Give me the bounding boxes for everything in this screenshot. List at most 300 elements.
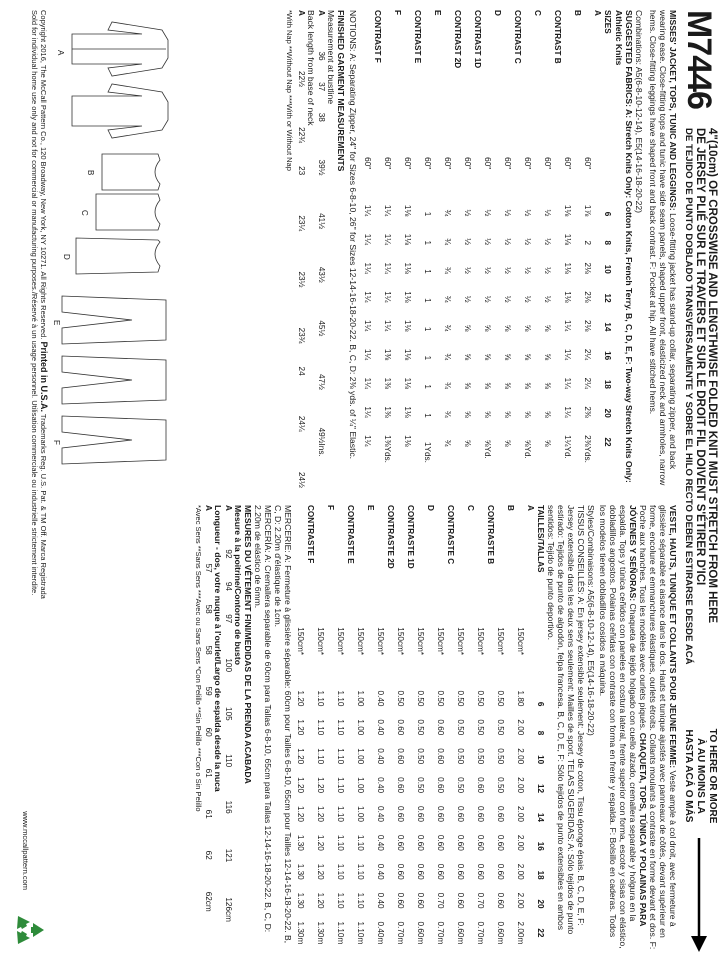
fr-yardage-value: 2.00: [516, 806, 525, 822]
en-yardage-value: ¾: [443, 267, 452, 274]
en-row-label: D: [493, 10, 502, 16]
fr-yardage-value: 1.20: [296, 719, 305, 736]
fr-yardage-value: 0.50: [476, 719, 485, 736]
fr-row-label: D: [426, 505, 435, 511]
fr-yardage-value: 0.60: [476, 777, 485, 794]
fr-yardage-value: [425, 880, 435, 909]
fr-yardage-value: [345, 706, 355, 735]
fr-unit: m: [416, 937, 425, 945]
fr-yardage-value: [385, 706, 395, 735]
en-unit: [462, 447, 472, 488]
stretch-gauge-line-es: DE TEJIDO DE PUNTO DOBLADO TRANSVERSALMENTE Y SOBRE EL HILO RECTO DEBEN ESTIRARSE DESDE ACÁ: [683, 128, 694, 665]
english-nap-note: *With Nap **Without Nap ***With or Without Nap: [285, 10, 294, 171]
fr-yardage-value: [525, 822, 535, 851]
en-yardage-value: 1⅛: [403, 348, 412, 361]
en-fabric-width: [372, 157, 382, 187]
recycle-icon: [8, 910, 48, 950]
english-notions: NOTIONS: A: Separating Zipper, 24" for Sizes 6-8-10, 26" for Sizes 12-14-16-18-20-22. B, C, D: 2⅜ yds. of ¼" Elastic.: [348, 10, 358, 460]
en-unit: [592, 447, 602, 488]
en-fabric-width: [592, 157, 602, 187]
en-row-label: [502, 10, 512, 157]
english-finished-title: FINISHED GARMENT MEASUREMENTS: [336, 10, 346, 172]
fr-yardage-value: 0.50: [496, 777, 505, 794]
en-row-label: A: [593, 10, 602, 16]
table-row: [372, 10, 382, 488]
en-yardage-value: [392, 303, 402, 332]
en-yardage-value: [592, 418, 602, 447]
table-row: [223, 505, 233, 950]
en-yardage-value: [452, 418, 462, 447]
fr-yardage-value: 2.00: [516, 777, 525, 794]
en-unit-spacer: [602, 447, 612, 488]
fr-yardage-value: [325, 880, 335, 909]
view-bc-top: [96, 154, 160, 230]
en-yardage-value: [572, 360, 582, 389]
fr-bust-measure-value: 110: [224, 754, 233, 768]
en-fabric-width: 60": [423, 157, 432, 170]
en-yardage-value: [592, 188, 602, 217]
fr-yardage-value: [425, 793, 435, 822]
fr-size-6: 6: [536, 701, 545, 707]
en-bust-row-label: A: [317, 10, 326, 16]
en-row-label: [422, 10, 432, 157]
fr-yardage-value: 1.80: [516, 690, 525, 707]
fr-fabric-width: [525, 627, 535, 677]
fr-yardage-value: [325, 793, 335, 822]
en-yardage-value: 1⅛: [403, 233, 412, 246]
fr-yardage-value: 0.60: [396, 777, 405, 794]
fr-row-label: E: [366, 505, 375, 511]
fr-yardage-value: 0.60: [396, 806, 405, 822]
fr-fabric-width: 150cm*: [336, 627, 345, 656]
en-yardage-value: ½: [483, 295, 492, 303]
fr-row-label: [435, 505, 445, 627]
table-row: [425, 505, 435, 950]
fr-yardage-value: [385, 764, 395, 793]
fr-yardage-value: [365, 678, 375, 707]
fr-yardage-value: 1.10: [336, 777, 345, 794]
en-yardage-value: ½: [503, 295, 512, 303]
table-row: [542, 10, 552, 488]
en-yardage-value: [512, 418, 522, 447]
website-url: www.mccallpattern.com: [21, 811, 30, 890]
table-row: [452, 10, 462, 488]
en-yardage-value: 1¼: [563, 377, 572, 389]
en-row-label: C: [533, 10, 542, 16]
en-yardage-value: 1⅛: [403, 435, 412, 447]
en-yardage-value: [492, 331, 502, 360]
en-yardage-value: [412, 303, 422, 332]
to-here-en: TO HERE OR MORE: [707, 728, 718, 824]
en-yardage-value: 1⅜: [383, 406, 392, 418]
en-yardage-value: ⅝: [463, 382, 472, 389]
en-fabric-width: 60": [543, 157, 552, 170]
en-yardage-value: [372, 274, 382, 303]
fr-yardage-value: 0.40: [376, 777, 385, 794]
fr-yardage-value: [365, 764, 375, 793]
en-yardage-value: [492, 245, 502, 274]
fr-row-label: [375, 505, 385, 627]
en-yardage-value: 1⅛: [403, 377, 412, 389]
en-bust-measure-value: 43½: [317, 266, 326, 283]
fr-yardage-value: 1.10: [336, 748, 345, 765]
en-yardage-value: ⅝: [543, 439, 552, 447]
view-a-jacket-back: [72, 84, 168, 138]
spanish-merceria: MERCERÍA: A: Cremallera separable de 60cm para Tallas 6-8-10, 65cm para Tallas 12-14-16-18-20-22. B, C, D: 2.20m de elástico de 6mm.: [253, 505, 273, 933]
fr-yardage-value: 1.00: [356, 806, 365, 822]
view-label-b: B: [86, 170, 95, 176]
fr-yardage-value: 0.70: [436, 892, 445, 909]
fr-fabric-width: 150cm*: [396, 627, 405, 656]
fr-yardage-value: [305, 822, 315, 851]
fr-yardage-value: 0.50: [396, 690, 405, 707]
en-yardage-value: 1¼: [383, 233, 392, 246]
en-yardage-value: [392, 245, 402, 274]
en-yardage-value: [432, 389, 442, 418]
en-yardage-value: 1: [423, 441, 432, 447]
en-yardage-value: [372, 216, 382, 245]
table-row: [562, 10, 572, 488]
fr-row-label: CONTRASTE F: [306, 505, 315, 564]
fr-yardage-value: [405, 735, 415, 764]
fr-yardage-value: 1.10: [336, 834, 345, 851]
table-row: [345, 505, 355, 950]
en-yardage-value: [432, 188, 442, 217]
fr-unit: [325, 937, 335, 950]
fr-yardage-value: [445, 822, 455, 851]
en-yardage-value: [492, 274, 502, 303]
fr-yardage-value: [485, 735, 495, 764]
fr-yardage-value: 2.00: [516, 921, 525, 938]
fr-size-18: 18: [536, 870, 545, 880]
fr-yardage-value: 1.00: [356, 690, 365, 707]
fr-yardage-value: 0.60: [456, 834, 465, 851]
en-yardage-value: ⅝: [483, 410, 492, 418]
view-label-d: D: [62, 254, 71, 260]
fr-yardage-value: 0.60: [436, 834, 445, 851]
fr-yardage-value: 0.50: [416, 777, 425, 794]
en-yardage-value: [412, 274, 422, 303]
english-yardage-table: [362, 10, 612, 488]
en-yardage-value: 1: [423, 298, 432, 303]
en-yardage-value: [392, 216, 402, 245]
fr-yardage-value: 0.70: [476, 892, 485, 909]
en-bust-measure-value: 37: [317, 82, 326, 92]
en-size-10: 10: [603, 264, 612, 274]
en-yardage-value: 1: [423, 384, 432, 389]
fr-yardage-value: [305, 764, 315, 793]
fr-yardage-value: 1.10: [316, 719, 325, 736]
fr-fabric-width: [385, 627, 395, 677]
fr-yardage-value: [465, 678, 475, 707]
fr-yardage-value: [405, 880, 415, 909]
fr-fabric-width: 150cm*: [296, 627, 305, 656]
to-here-block: [682, 720, 718, 832]
fr-unit: m: [396, 937, 405, 945]
fr-yardage-value: [465, 851, 475, 880]
fr-yardage-value: [385, 735, 395, 764]
en-yardage-value: ⅝: [483, 353, 492, 361]
en-bust-measure-value: 47½: [317, 373, 326, 390]
fr-row-label: [495, 505, 505, 627]
en-yardage-value: 1¼: [363, 262, 372, 274]
view-a-jacket-front: [72, 22, 168, 76]
fr-yardage-value: [325, 735, 335, 764]
fr-sizes-label: TAILLES/TALLAS: [536, 505, 545, 573]
en-yardage-value: ⅝: [503, 439, 512, 447]
en-back-row-label: A: [297, 10, 306, 16]
en-yardage-value: ⅝: [523, 353, 532, 361]
fr-yardage-value: 0.60: [416, 806, 425, 822]
en-bust-measure-value: 45½: [317, 320, 326, 337]
fr-yardage-value: 1.10: [356, 921, 365, 938]
french-back-table: [203, 505, 213, 950]
en-back-measure-value: 23: [297, 166, 306, 176]
en-yardage-value: [592, 245, 602, 274]
table-row: [405, 505, 415, 950]
fr-unit: [525, 937, 535, 950]
fr-yardage-value: [525, 851, 535, 880]
en-yardage-value: [392, 188, 402, 217]
fr-bust-measure-value: 126: [224, 897, 233, 912]
fr-unit: [505, 937, 515, 950]
fr-back-measure-value: 62: [204, 891, 213, 901]
fr-bust-unit: cm: [224, 911, 233, 922]
fr-yardage-value: 0.60: [436, 719, 445, 736]
en-size-6: 6: [603, 211, 612, 217]
french-column: [194, 505, 678, 950]
en-yardage-value: ⅝: [503, 382, 512, 389]
en-yardage-value: 1¼: [383, 262, 392, 274]
en-unit: [542, 447, 552, 488]
en-yardage-value: [452, 303, 462, 332]
en-row-label: CONTRAST C: [513, 10, 522, 64]
fr-row-label: [335, 505, 345, 627]
fr-yardage-value: 0.60: [496, 863, 505, 880]
en-back-measure-value: 22¾: [297, 127, 306, 144]
en-unit: [472, 447, 482, 488]
fr-yardage-value: [425, 764, 435, 793]
english-bust-label: Measurement at bustline: [326, 10, 336, 105]
en-fabric-width: 60": [523, 157, 532, 170]
table-row: [445, 505, 455, 950]
fr-yardage-value: 2.00: [516, 892, 525, 909]
fr-unit: m: [296, 937, 305, 945]
fr-yardage-value: 2.00: [516, 719, 525, 736]
en-yardage-value: [432, 360, 442, 389]
fr-row-label: CONTRASTE 1D: [406, 505, 415, 569]
en-yardage-value: [532, 418, 542, 447]
en-unit: [572, 447, 582, 488]
en-size-18: 18: [603, 379, 612, 389]
en-yardage-value: [512, 216, 522, 245]
en-yardage-value: [372, 303, 382, 332]
en-yardage-value: [392, 274, 402, 303]
en-yardage-value: ½: [463, 295, 472, 303]
en-unit: [432, 447, 442, 488]
en-row-label: [522, 10, 532, 157]
fr-row-label: [415, 505, 425, 627]
table-row: [375, 505, 385, 950]
en-size-16: 16: [603, 351, 612, 361]
fr-fabric-width: [485, 627, 495, 677]
en-size-8: 8: [603, 240, 612, 246]
en-back-measure-value: 23¾: [297, 327, 306, 344]
fr-yardage-value: [345, 678, 355, 707]
en-yardage-value: [472, 303, 482, 332]
fr-yardage-value: [525, 706, 535, 735]
fr-bust-measure-value: 116: [224, 800, 233, 814]
en-bust-measure-value: 38: [317, 112, 326, 122]
fr-yardage-value: 0.60: [476, 806, 485, 822]
stretch-arrow-icon: [684, 836, 714, 954]
en-yardage-value: [572, 303, 582, 332]
fr-yardage-value: [365, 822, 375, 851]
en-row-label: CONTRAST 1D: [473, 10, 482, 69]
fr-yardage-value: [445, 909, 455, 938]
en-yardage-value: [592, 389, 602, 418]
en-yardage-value: 1⅜: [383, 435, 392, 447]
en-size-20: 20: [603, 408, 612, 418]
fr-fabric-width: [405, 627, 415, 677]
fr-yardage-value: 0.60: [496, 892, 505, 909]
en-yardage-value: [512, 331, 522, 360]
en-yardage-value: [412, 188, 422, 217]
table-row: [382, 10, 392, 488]
en-yardage-value: ¾: [443, 353, 452, 361]
fr-yardage-value: [445, 735, 455, 764]
fr-yardage-value: 1.10: [356, 892, 365, 909]
fr-yardage-value: 0.50: [456, 690, 465, 707]
fr-size-16: 16: [536, 841, 545, 851]
fr-back-measure-value: 62: [204, 850, 213, 860]
en-yardage-value: ⅝: [523, 324, 532, 332]
fr-yardage-value: 0.40: [376, 690, 385, 707]
en-yardage-value: [452, 188, 462, 217]
fr-yardage-value: [525, 909, 535, 938]
fr-yardage-value: 1.30: [296, 892, 305, 909]
fr-yardage-value: [405, 706, 415, 735]
fr-yardage-value: 1.20: [296, 690, 305, 707]
en-yardage-value: [492, 188, 502, 217]
fr-fabric-width: [505, 627, 515, 677]
fr-yardage-value: 0.60: [436, 748, 445, 765]
en-row-label: [462, 10, 472, 157]
fr-yardage-value: 1.10: [356, 834, 365, 851]
fr-yardage-value: [465, 909, 475, 938]
fr-yardage-value: 1.20: [316, 806, 325, 822]
table-row: [316, 10, 326, 488]
fr-yardage-value: 0.60: [496, 921, 505, 938]
spanish-desc-text: Chaqueta de tejido holgado con cuello alzado, cremallera separable y holgura en la espalda. Tops y túnica ceñidos con paneles en costura lateral, frente superior con forma, escote y sisas con elástico, dobladillos angostos. Polainas ceñidas con contraste con forma en frente y espalda. F: Bolsillo en caderas. Todos los modelos tienen dobladillos cosidos a máquina.: [598, 505, 638, 949]
table-row: [532, 10, 542, 488]
fr-back-measure-value: 59: [204, 686, 213, 696]
fr-row-label: C: [466, 505, 475, 511]
fr-row-label: F: [326, 505, 335, 511]
table-row: [355, 505, 365, 950]
fr-yardage-value: 1.20: [316, 834, 325, 851]
table-row: [395, 505, 405, 950]
table-row: [582, 10, 592, 488]
view-ef-leggings: [62, 296, 166, 464]
en-yardage-value: 1⅛: [563, 262, 572, 274]
fr-fabric-width: 150cm*: [316, 627, 325, 656]
fr-back-row-label: A: [204, 505, 213, 511]
fr-yardage-value: [345, 851, 355, 880]
en-yardage-value: 1¼: [383, 291, 392, 303]
table-row: [512, 10, 522, 488]
fr-yardage-value: 0.50: [496, 719, 505, 736]
en-fabric-width: 60": [403, 157, 412, 170]
french-nap-note: *Avec Sens **Sans Sens ***Avec ou Sans Sens *Con Pelillo **Sin Pelillo ***Con o Sin Pelillo: [194, 505, 203, 812]
view-label-a: A: [56, 50, 65, 56]
french-desc-text: Veste ample à col droit, avec fermeture à glissière séparable et aisance dans le dos. Hauts et tunique ajustés avec panneaux de côtés, devant supérieur en forme, encolure et emmanchures élastiques, ourlets étroits. Collants moulants à contraste en forme devant et dos. F: Poche aux hanches. Tous les modèles avec ourlets piqués.: [638, 505, 678, 950]
fr-yardage-value: 1.00: [356, 719, 365, 736]
fr-yardage-value: [445, 706, 455, 735]
fr-yardage-value: [525, 880, 535, 909]
en-yardage-value: ½: [523, 267, 532, 274]
en-fabric-width: [432, 157, 442, 187]
en-yardage-value: ½: [543, 295, 552, 303]
en-yardage-value: 1¼: [363, 377, 372, 389]
en-yardage-value: 1¼: [363, 348, 372, 361]
fr-fabric-width: [345, 627, 355, 677]
fr-yardage-value: 0.50: [456, 748, 465, 765]
fr-yardage-value: [345, 880, 355, 909]
en-row-label: B: [573, 10, 582, 16]
en-unit: Yds.: [583, 446, 592, 463]
en-unit: [552, 447, 562, 488]
table-row: [462, 10, 472, 488]
view-label-f: F: [52, 440, 61, 445]
fr-yardage-value: [525, 735, 535, 764]
en-yardage-value: 1⅜: [383, 348, 392, 361]
fr-yardage-value: 0.60: [396, 892, 405, 909]
table-row: [505, 505, 515, 950]
en-fabric-width: 60": [563, 157, 572, 170]
fr-yardage-value: [305, 678, 315, 707]
english-title: MISSES' JACKET, TOPS, TUNIC AND LEGGINGS:: [668, 10, 678, 211]
en-yardage-value: [512, 188, 522, 217]
en-unit: [412, 447, 422, 488]
fr-yardage-value: 0.60: [396, 834, 405, 851]
fr-yardage-value: 0.60: [436, 777, 445, 794]
en-yardage-value: ⅝: [463, 353, 472, 361]
fr-yardage-value: [505, 822, 515, 851]
en-bust-unit: Ins.: [317, 443, 326, 457]
en-fabric-width: [512, 157, 522, 187]
fr-yardage-value: 1.00: [356, 748, 365, 765]
fr-bust-measure-value: 94: [224, 581, 233, 591]
en-yardage-value: ⅝: [483, 324, 492, 332]
fr-yardage-value: [485, 706, 495, 735]
fr-fabric-width: 150cm*: [356, 627, 365, 656]
fr-yardage-value: [445, 793, 455, 822]
table-row: [482, 10, 492, 488]
table-row: [315, 505, 325, 950]
fr-bust-measure-value: 92: [224, 549, 233, 559]
table-row: [592, 10, 602, 488]
fr-unit: [445, 937, 455, 950]
en-yardage-value: [532, 188, 542, 217]
garment-line-drawings: [54, 10, 172, 490]
table-row: [415, 505, 425, 950]
fr-yardage-value: 0.40: [376, 806, 385, 822]
en-yardage-value: [372, 331, 382, 360]
fr-yardage-value: [305, 706, 315, 735]
en-fabric-width: [392, 157, 402, 187]
en-yardage-value: [452, 360, 462, 389]
